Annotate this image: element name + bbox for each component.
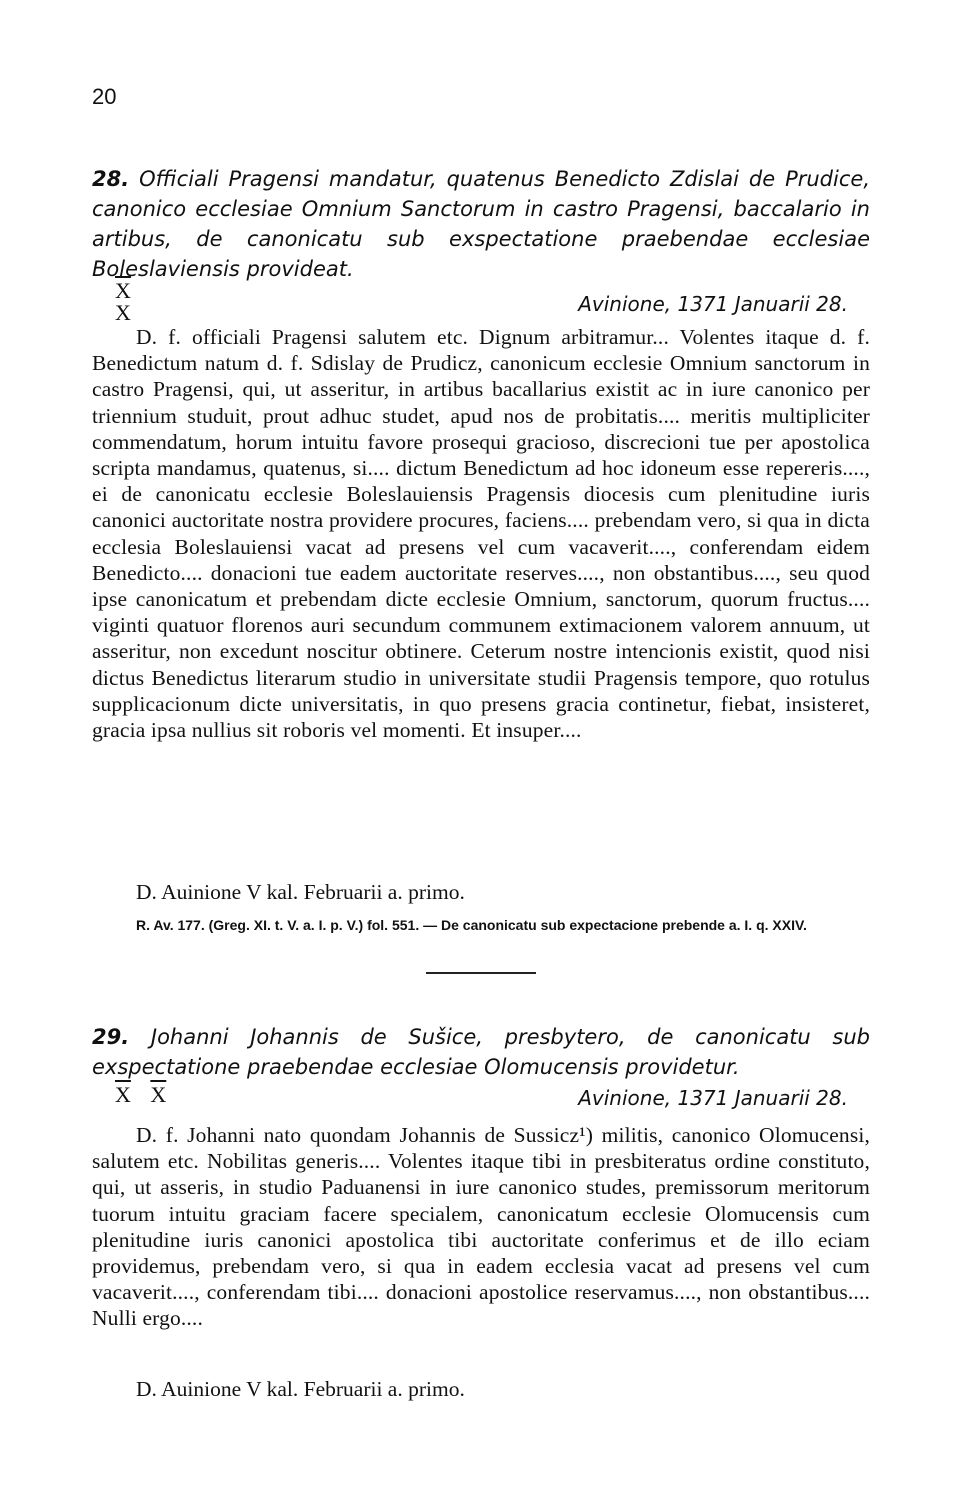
entry-28-mark-bottom: X [115,300,131,325]
entry-28-number: 28. [92,167,130,191]
entry-29-number: 29. [92,1025,130,1049]
entry-29-mark-right: $\overline{X}$ [150,1082,167,1107]
entry-29-text: D. f. Johanni nato quondam Johannis de Sussicz¹) militis, canonico Olomucensi, salutem etc. Nobilitas generis.... Volentes itaque tibi in presbiteratus ordine constituto, qui, ut asseris, in studio Paduanensi in iure canonico studes, premissorum meritorum tuorum intuitu graciam facere specialem, canonicatum ecclesie Olomucensis cum plenitudine iuris canonici apostolica tibi auctoritate conferimus et de illo eciam providemus, prebendam vero, si qua in eadem ecclesia vacat ad presens vel cum vacaverit...., conferendam tibi.... donacioni apostolice reservamus...., non obstantibus.... Nulli ergo.... [92,1123,870,1331]
entry-28-heading-text: Officiali Pragensi mandatur, quatenus Benedicto Zdislai de Prudice, canonico ecclesiae Omnium Sanctorum in castro Pragensi, baccalario in artibus, de canonicatu sub exspectatione praebendae ecclesiae Boleslaviensis provideat. [92,167,870,281]
entry-28-heading [92,164,870,284]
entry-28-marks [115,280,131,324]
section-divider [426,972,536,974]
entry-29-body [92,1122,870,1332]
entry-28-text: D. f. officiali Pragensi salutem etc. Dignum arbitramur... Volentes itaque d. f. Benedictum natum d. f. Sdislay de Prudicz, canonicum ecclesie Omnium sanctorum in castro Pragensi, qui, ut asseritur, in artibus bacallarius existit ac in iure canonico per triennium studuit, prout adhuc studet, apud nos de probitatis.... meritis multipliciter commendatum, horum intuitu favore prosequi gracioso, discrecioni tue per apostolica scripta mandamus, quatenus, si.... dictum Benedictum ad hoc idoneum esse repereris...., ei de canonicatu ecclesie Boleslauiensis Pragensis diocesis cum plenitudine iuris canonici auctoritate nostra providere procures, faciens.... prebendam vero, si qua in dicta ecclesia Boleslauiensi vacat ad presens vel cum vacaverit...., conferendam eidem Benedicto.... donacioni tue eadem auctoritate reserves...., non obstantibus...., seu quod ipse canonicatum et prebendam dicte ecclesie Omnium, sanctorum, quorum fructus.... viginti quatuor florenos auri secundum communem extimacionem valorem annuum, ut asseritur, non excedunt noscitur obtinere. Ceterum nostre intencionis existit, quod nisi dictus Benedictus literarum studio in universitate studii Pragensis tempore, quo rotulus supplicacionum dicte universitatis, in quo presens gracia continetur, fiebat, insisteret, gracia ipsa nullius sit roboris vel momenti. Et insuper.... [92,325,870,743]
entry-28-reference-text: R. Av. 177. (Greg. XI. t. V. a. I. p. V.) fol. 551. — De canonicatu sub expectacione prebende a. I. q. XXIV. [136,917,807,933]
entry-28-reference [92,914,870,936]
entry-29-heading [92,1022,870,1082]
entry-28-body [92,324,870,743]
entry-28-mark-top: $\overline{X}$ [115,278,131,303]
entry-28-dateline: Avinione, 1371 Januarii 28. [578,292,848,316]
entry-29-dateline: Avinione, 1371 Januarii 28. [578,1086,848,1110]
entry-29-marks [115,1084,166,1106]
entry-28-closing: D. Auinione V kal. Februarii a. primo. [136,880,465,904]
page-number: 20 [92,84,117,109]
entry-29-closing: D. Auinione V kal. Februarii a. primo. [136,1377,465,1401]
entry-29-mark-left: $\overline{X}$ [115,1082,131,1107]
entry-29-heading-text: Johanni Johannis de Sušice, presbytero, de canonicatu sub exspectatione praebendae ecclesiae Olomucensis providetur. [92,1025,870,1079]
